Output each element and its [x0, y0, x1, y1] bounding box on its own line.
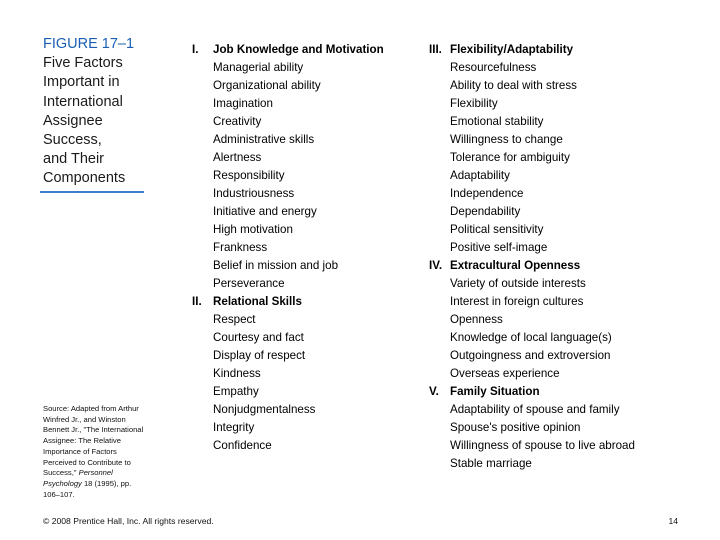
- component-item: Resourcefulness: [450, 61, 537, 74]
- figure-title-line: Important in: [43, 74, 120, 91]
- component-item: Variety of outside interests: [450, 277, 586, 290]
- component-item: Perseverance: [213, 277, 285, 290]
- factor-heading: [192, 293, 384, 311]
- component-item: Independence: [450, 187, 524, 200]
- factor-heading: [192, 41, 384, 59]
- component-item: Flexibility: [450, 97, 498, 110]
- component-item: Courtesy and fact: [213, 331, 304, 344]
- component-item: Overseas experience: [450, 367, 560, 380]
- component-item: Emotional stability: [450, 115, 544, 128]
- figure-title-line: Components: [43, 170, 126, 187]
- component-item: Respect: [213, 313, 256, 326]
- figure-title: [43, 35, 153, 189]
- component-item: Willingness to change: [450, 133, 563, 146]
- factor-numeral: V.: [429, 385, 439, 398]
- component-item: Outgoingness and extroversion: [450, 349, 611, 362]
- component-item: Ability to deal with stress: [450, 79, 577, 92]
- factor-numeral: IV.: [429, 259, 443, 272]
- component-item: Responsibility: [213, 169, 285, 182]
- component-item: High motivation: [213, 223, 293, 236]
- component-item: Kindness: [213, 367, 261, 380]
- component-item: Integrity: [213, 421, 255, 434]
- component-item: Openness: [450, 313, 503, 326]
- component-item: Spouse's positive opinion: [450, 421, 581, 434]
- source-text-end: 18 (1995), pp. 106–107.: [43, 478, 132, 499]
- copyright-notice: © 2008 Prentice Hall, Inc. All rights reserved.: [43, 516, 214, 526]
- figure-title-line: Assignee: [43, 112, 103, 129]
- factor-heading: [429, 383, 635, 401]
- factor-heading-text: Family Situation: [450, 385, 540, 398]
- component-item: Empathy: [213, 385, 259, 398]
- factor-heading-text: Job Knowledge and Motivation: [213, 43, 384, 56]
- component-item: Tolerance for ambiguity: [450, 151, 570, 164]
- factor-column-right: [429, 41, 635, 473]
- component-item: Stable marriage: [450, 457, 532, 470]
- factor-heading-text: Flexibility/Adaptability: [450, 43, 574, 56]
- component-item: Display of respect: [213, 349, 306, 362]
- factor-heading: [429, 257, 635, 275]
- figure-title-line: and Their: [43, 151, 104, 168]
- component-item: Alertness: [213, 151, 262, 164]
- figure-title-line: Five Factors: [43, 55, 123, 72]
- factor-heading: [429, 41, 635, 59]
- factor-column-left: [192, 41, 384, 455]
- factor-heading-text: Relational Skills: [213, 295, 302, 308]
- figure-title-line: Success,: [43, 132, 102, 149]
- component-item: Political sensitivity: [450, 223, 544, 236]
- component-item: Managerial ability: [213, 61, 304, 74]
- component-item: Interest in foreign cultures: [450, 295, 584, 308]
- factor-heading-text: Extracultural Openness: [450, 259, 581, 272]
- component-item: Nonjudgmentalness: [213, 403, 316, 416]
- component-item: Creativity: [213, 115, 262, 128]
- component-item: Initiative and energy: [213, 205, 317, 218]
- component-item: Adaptability of spouse and family: [450, 403, 620, 416]
- factor-numeral: III.: [429, 43, 442, 56]
- source-text: Source: Adapted from Arthur Winfred Jr., and Winston Bennett Jr., "The International Assignee: The Relative Importance of Factors Perceived to Contribute to Success,": [43, 404, 144, 478]
- factor-numeral: II.: [192, 295, 202, 308]
- component-item: Dependability: [450, 205, 521, 218]
- figure-number: FIGURE 17–1: [43, 36, 135, 52]
- component-item: Administrative skills: [213, 133, 315, 146]
- component-item: Organizational ability: [213, 79, 321, 92]
- component-item: Adaptability: [450, 169, 510, 182]
- component-item: Positive self-image: [450, 241, 548, 254]
- figure-title-line: International: [43, 93, 123, 110]
- source-citation: [43, 404, 148, 500]
- component-item: Confidence: [213, 439, 272, 452]
- source-journal: Personnel Psychology: [43, 468, 113, 488]
- component-item: Willingness of spouse to live abroad: [450, 439, 635, 452]
- component-item: Knowledge of local language(s): [450, 331, 612, 344]
- component-item: Belief in mission and job: [213, 259, 339, 272]
- component-item: Imagination: [213, 97, 273, 110]
- component-item: Industriousness: [213, 187, 295, 200]
- component-item: Frankness: [213, 241, 268, 254]
- page-number: 14: [668, 516, 678, 526]
- factor-numeral: I.: [192, 43, 199, 56]
- title-divider: [40, 191, 144, 193]
